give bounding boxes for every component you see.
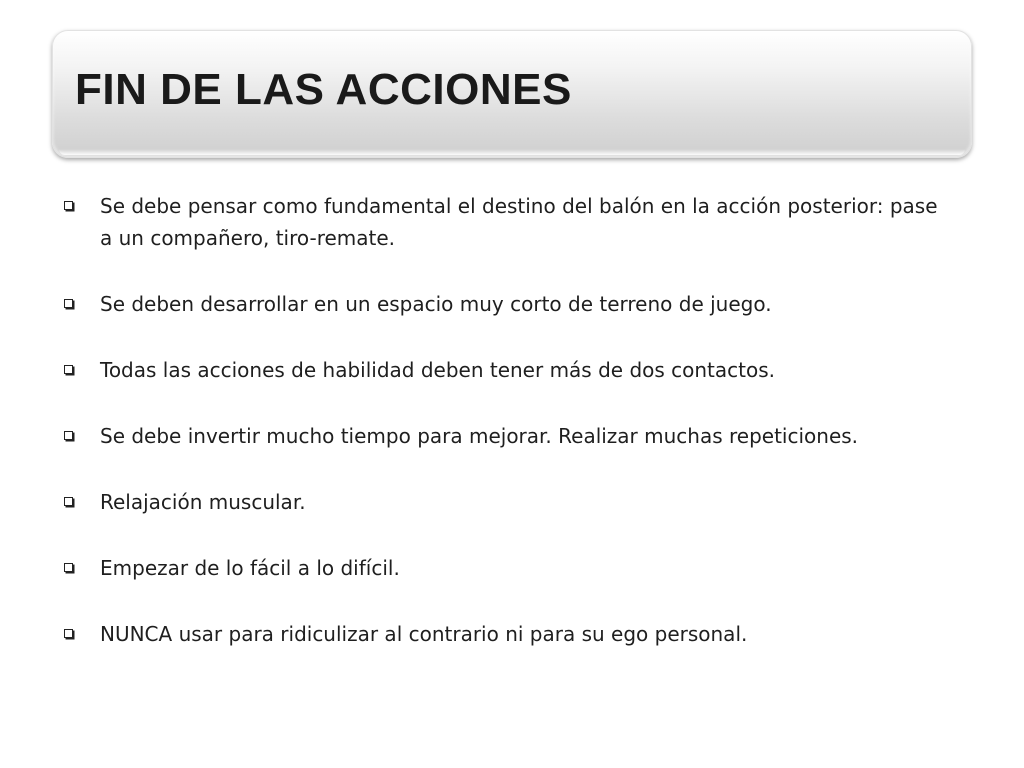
bullet-item xyxy=(62,288,942,320)
square-bullet-icon xyxy=(64,299,73,308)
bullet-item xyxy=(62,354,942,386)
title-banner xyxy=(52,30,972,158)
bullet-item xyxy=(62,420,942,452)
bullet-text: Todas las acciones de habilidad deben tener más de dos contactos. xyxy=(100,358,776,382)
square-bullet-icon xyxy=(64,431,73,440)
bullet-list xyxy=(62,190,942,684)
bullet-text: Se debe invertir mucho tiempo para mejorar. Realizar muchas repeticiones. xyxy=(100,424,859,448)
square-bullet-icon xyxy=(64,563,73,572)
bullet-item xyxy=(62,552,942,584)
bullet-item xyxy=(62,618,942,650)
bullet-text: Se deben desarrollar en un espacio muy corto de terreno de juego. xyxy=(100,292,772,316)
square-bullet-icon xyxy=(64,497,73,506)
bullet-text: Relajación muscular. xyxy=(100,490,306,514)
square-bullet-icon xyxy=(64,201,73,210)
slide-title: FIN DE LAS ACCIONES xyxy=(75,65,572,114)
bullet-text: Se debe pensar como fundamental el destino del balón en la acción posterior: pase a un compañero, tiro-remate. xyxy=(100,194,938,250)
bullet-text: Empezar de lo fácil a lo difícil. xyxy=(100,556,400,580)
square-bullet-icon xyxy=(64,629,73,638)
bullet-text: NUNCA usar para ridiculizar al contrario ni para su ego personal. xyxy=(100,622,748,646)
square-bullet-icon xyxy=(64,365,73,374)
bullet-item xyxy=(62,190,942,254)
bullet-item xyxy=(62,486,942,518)
